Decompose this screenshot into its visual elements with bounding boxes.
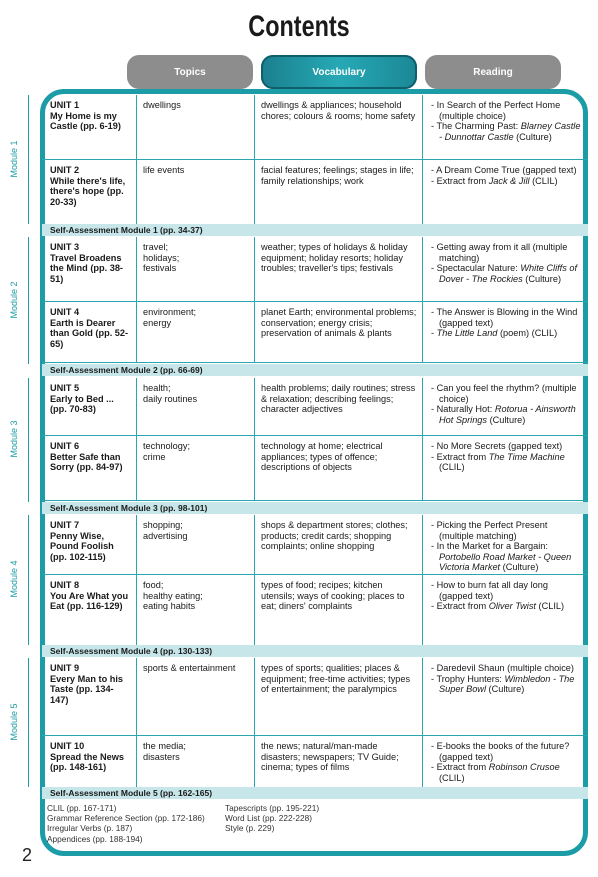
reading-cell: [423, 515, 588, 575]
vocabulary-cell: shops & department stores; clothes; products; credit cards; shopping complaints; online shopping: [255, 515, 423, 575]
reading-item: - Daredevil Shaun (multiple choice): [431, 663, 574, 673]
reading-item: - In the Market for a Bargain: Portobello Road Market - Queen Victoria Market (Culture): [431, 541, 572, 572]
reading-item: - A Dream Come True (gapped text): [431, 165, 577, 175]
reading-item: - In Search of the Perfect Home (multiple choice): [431, 100, 561, 121]
topics-cell: health; daily routines: [137, 378, 255, 436]
vocabulary-cell: technology at home; electrical appliances; types of offence; descriptions of objects: [255, 436, 423, 501]
vocabulary-cell: the news; natural/man-made disasters; newspapers; TV Guide; cinema; types of films: [255, 736, 423, 788]
reading-cell: [423, 160, 588, 225]
table-row: [42, 378, 588, 436]
reading-cell: [423, 378, 588, 436]
self-assessment-band: Self-Assessment Module 4 (pp. 130-133): [42, 645, 588, 657]
topics-cell: dwellings: [137, 95, 255, 160]
module-label: Module 3: [9, 420, 19, 458]
reading-item: - Extract from Robinson Crusoe (CLIL): [431, 762, 560, 783]
topics-cell: travel; holidays; festivals: [137, 237, 255, 302]
self-assessment-band: Self-Assessment Module 2 (pp. 66-69): [42, 364, 588, 376]
footer-item: Irregular Verbs (p. 187): [47, 823, 133, 834]
topics-cell: the media; disasters: [137, 736, 255, 788]
self-assessment-band: Self-Assessment Module 5 (pp. 162-165): [42, 787, 588, 799]
footer-item: Tapescripts (pp. 195-221): [225, 803, 320, 813]
topics-cell: shopping; advertising: [137, 515, 255, 575]
table-row: [42, 658, 588, 736]
module-divider: [28, 515, 29, 645]
module-divider: [28, 95, 29, 224]
self-assessment-band: Self-Assessment Module 1 (pp. 34-37): [42, 224, 588, 236]
topics-cell: technology; crime: [137, 436, 255, 501]
vocabulary-cell: facial features; feelings; stages in life; family relationships; work: [255, 160, 423, 225]
reading-cell: [423, 575, 588, 646]
topics-cell: environment; energy: [137, 302, 255, 363]
reading-item: - Extract from Oliver Twist (CLIL): [431, 601, 565, 611]
self-assessment-band: Self-Assessment Module 3 (pp. 98-101): [42, 502, 588, 514]
footer-item: Grammar Reference Section (pp. 172-186): [47, 813, 205, 824]
page-number: 2: [22, 845, 33, 865]
table-row: [42, 575, 588, 646]
reading-item: - The Charming Past: Blarney Castle - Dunnottar Castle (Culture): [431, 121, 581, 142]
reading-cell: [423, 302, 588, 363]
vocabulary-cell: types of food; recipes; kitchen utensils; ways of cooking; places to eat; diners' complaints: [255, 575, 423, 646]
table-row: [42, 95, 588, 160]
reading-item: - Naturally Hot: Rotorua - Ainsworth Hot Springs (Culture): [431, 404, 576, 425]
vocabulary-cell: planet Earth; environmental problems; conservation; energy crisis; preservation of animals & plants: [255, 302, 423, 363]
module-label: Module 5: [9, 702, 19, 741]
reading-item: - Can you feel the rhythm? (multiple choice): [431, 383, 577, 404]
table-row: [42, 736, 588, 788]
vocabulary-cell: weather; types of holidays & holiday equipment; holiday resorts; holiday troubles; traveller's tips; festivals: [255, 237, 423, 302]
footer-right: [225, 803, 319, 834]
unit-cell: UNIT 10 Spread the News (pp. 148-161): [42, 736, 137, 788]
unit-cell: UNIT 5 Early to Bed ... (pp. 70-83): [42, 378, 137, 436]
topics-cell: sports & entertainment: [137, 658, 255, 736]
reading-item: - The Answer is Blowing in the Wind (gapped text): [431, 307, 578, 328]
vocabulary-cell: health problems; daily routines; stress & relaxation; describing feelings; character adjectives: [255, 378, 423, 436]
footer-item: Appendices (pp. 188-194): [47, 833, 143, 844]
reading-cell: [423, 658, 588, 736]
reading-item: - Trophy Hunters: Wimbledon - The Super Bowl (Culture): [431, 673, 575, 694]
module-label: Module 1: [9, 139, 19, 178]
reading-cell: [423, 436, 588, 501]
unit-cell: UNIT 1 My Home is my Castle (pp. 6-19): [42, 95, 137, 160]
vocabulary-cell: dwellings & appliances; household chores; colours & rooms; home safety: [255, 95, 423, 160]
tab-topics: Topics: [127, 55, 253, 89]
reading-item: - No More Secrets (gapped text): [431, 441, 563, 451]
table-row: [42, 237, 588, 302]
unit-cell: UNIT 6 Better Safe than Sorry (pp. 84-97): [42, 436, 137, 501]
reading-item: - Picking the Perfect Present (multiple matching): [431, 520, 548, 541]
topics-cell: life events: [137, 160, 255, 225]
table-row: [42, 515, 588, 575]
topics-cell: food; healthy eating; eating habits: [137, 575, 255, 646]
table-row: [42, 160, 588, 225]
footer-item: Style (p. 229): [225, 823, 275, 834]
reading-item: - Extract from Jack & Jill (CLIL): [431, 175, 558, 186]
reading-item: - Extract from The Time Machine (CLIL): [431, 451, 565, 472]
vocabulary-cell: types of sports; qualities; places & equipment; free-time activities; types of entertainment; the paralympics: [255, 658, 423, 736]
unit-cell: UNIT 7 Penny Wise, Pound Foolish (pp. 102-115): [42, 515, 137, 575]
footer-item: Word List (pp. 222-228): [225, 813, 313, 824]
module-label: Module 2: [9, 280, 19, 319]
module-divider: [28, 237, 29, 364]
reading-cell: [423, 95, 588, 160]
reading-item: - Spectacular Nature: White Cliffs of Dover - The Rockies (Culture): [431, 263, 578, 284]
table-row: [42, 436, 588, 501]
reading-item: - E-books the books of the future? (gapped text): [431, 741, 570, 762]
footer-left: [47, 803, 205, 844]
reading-item: - Getting away from it all (multiple matching): [431, 242, 568, 263]
tab-vocabulary: Vocabulary: [261, 55, 417, 89]
module-divider: [28, 378, 29, 502]
unit-cell: UNIT 2 While there's life, there's hope (pp. 20-33): [42, 160, 137, 225]
reading-cell: [423, 237, 588, 302]
reading-item: - How to burn fat all day long (gapped text): [431, 580, 548, 601]
unit-cell: UNIT 8 You Are What you Eat (pp. 116-129): [42, 575, 137, 646]
tab-reading: Reading: [425, 55, 561, 89]
module-divider: [28, 658, 29, 787]
unit-cell: UNIT 9 Every Man to his Taste (pp. 134-147): [42, 658, 137, 736]
page-title: Contents: [248, 10, 350, 43]
reading-item: - The Little Land (poem) (CLIL): [431, 328, 558, 338]
footer-item: CLIL (pp. 167-171): [47, 803, 117, 813]
table-row: [42, 302, 588, 363]
unit-cell: UNIT 3 Travel Broadens the Mind (pp. 38-51): [42, 237, 137, 302]
reading-cell: [423, 736, 588, 788]
module-label: Module 4: [9, 560, 19, 598]
unit-cell: UNIT 4 Earth is Dearer than Gold (pp. 52-65): [42, 302, 137, 363]
